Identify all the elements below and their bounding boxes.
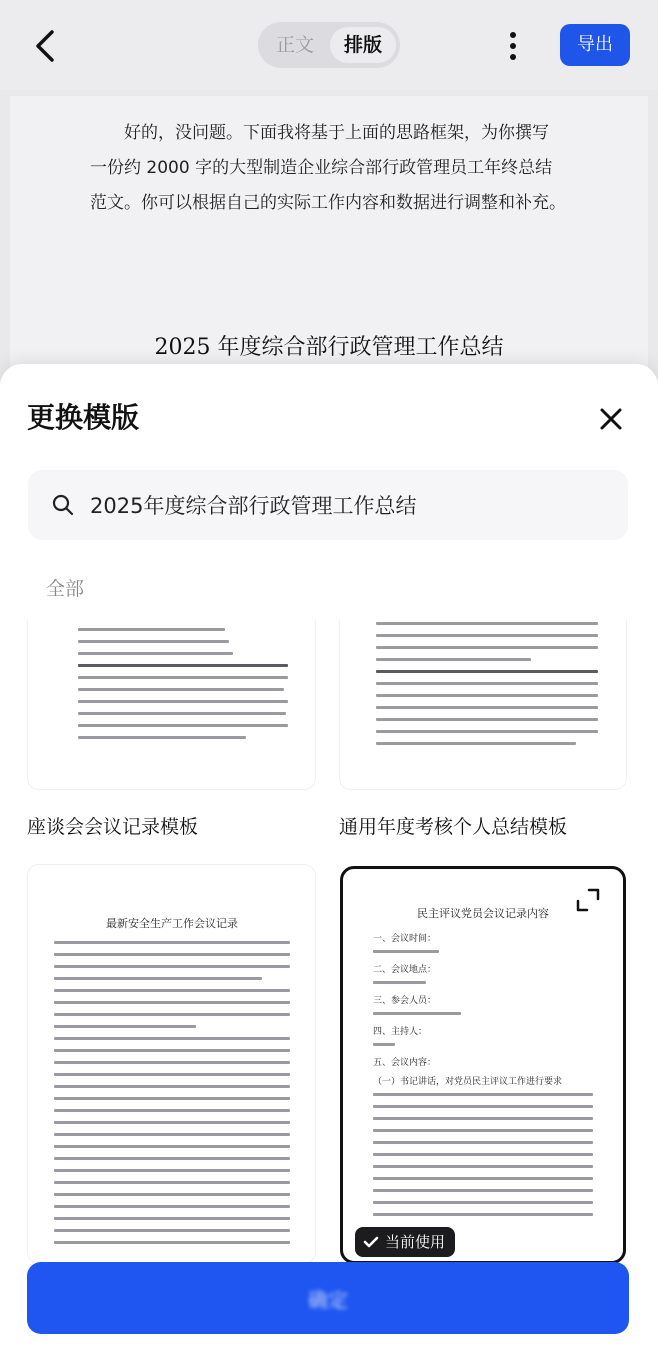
tab-body-text[interactable]: 正文 — [275, 34, 314, 56]
template-sheet — [0, 364, 658, 1352]
badge-label: 当前使用 — [385, 1233, 446, 1251]
sheet-title: 更换模版 — [27, 401, 140, 434]
preview-heading: 三、参会人员： — [373, 996, 437, 1006]
search-icon — [52, 494, 74, 516]
template-card-party-review-current[interactable] — [340, 866, 626, 1264]
checkmark-icon — [363, 1235, 379, 1249]
current-template-badge — [355, 1227, 455, 1257]
template-preview-title: 民主评议党员会议记录内容 — [417, 907, 549, 920]
tab-layout[interactable]: 排版 — [330, 27, 396, 63]
filter-all[interactable]: 全部 — [46, 578, 85, 600]
preview-heading: 一、会议时间： — [373, 934, 437, 944]
preview-heading: 四、主持人： — [373, 1027, 428, 1037]
export-button[interactable]: 导出 — [560, 24, 630, 66]
template-card-seminar-minutes[interactable] — [27, 620, 316, 790]
template-thumbnail — [376, 622, 598, 754]
template-card-annual-review[interactable] — [339, 620, 627, 790]
preview-heading: 五、会议内容： — [373, 1058, 437, 1068]
intro-line: 好的，没问题。下面我将基于上面的思路框架，为你撰写 — [124, 123, 549, 143]
confirm-button-label: 确定 — [308, 1288, 348, 1312]
intro-line: 一份约 2000 字的大型制造企业综合部行政管理员工年终总结 — [90, 158, 553, 178]
intro-line: 范文。你可以根据自己的实际工作内容和数据进行调整和补充。 — [90, 193, 566, 213]
view-mode-switch — [258, 22, 400, 68]
more-menu-icon[interactable] — [500, 28, 526, 64]
template-preview-title: 最新安全生产工作会议记录 — [106, 917, 238, 930]
top-bar — [0, 0, 658, 90]
template-thumbnail — [54, 915, 290, 1253]
document-title: 2025 年度综合部行政管理工作总结 — [154, 335, 504, 360]
template-label[interactable]: 座谈会会议记录模板 — [27, 816, 199, 838]
template-thumbnail — [373, 905, 593, 1225]
template-card-safety-meeting[interactable] — [27, 864, 316, 1264]
document-intro — [90, 116, 590, 221]
search-input[interactable]: 2025年度综合部行政管理工作总结 — [90, 494, 417, 518]
template-search-field[interactable] — [28, 470, 628, 540]
back-arrow-icon[interactable] — [28, 26, 64, 66]
template-label[interactable]: 通用年度考核个人总结模板 — [339, 816, 568, 838]
confirm-template-button[interactable] — [27, 1262, 629, 1334]
template-thumbnail — [78, 628, 288, 748]
preview-subheading: （一）书记讲话，对党员民主评议工作进行要求 — [373, 1077, 563, 1087]
close-icon[interactable] — [596, 404, 626, 434]
preview-heading: 二、会议地点： — [373, 965, 437, 975]
